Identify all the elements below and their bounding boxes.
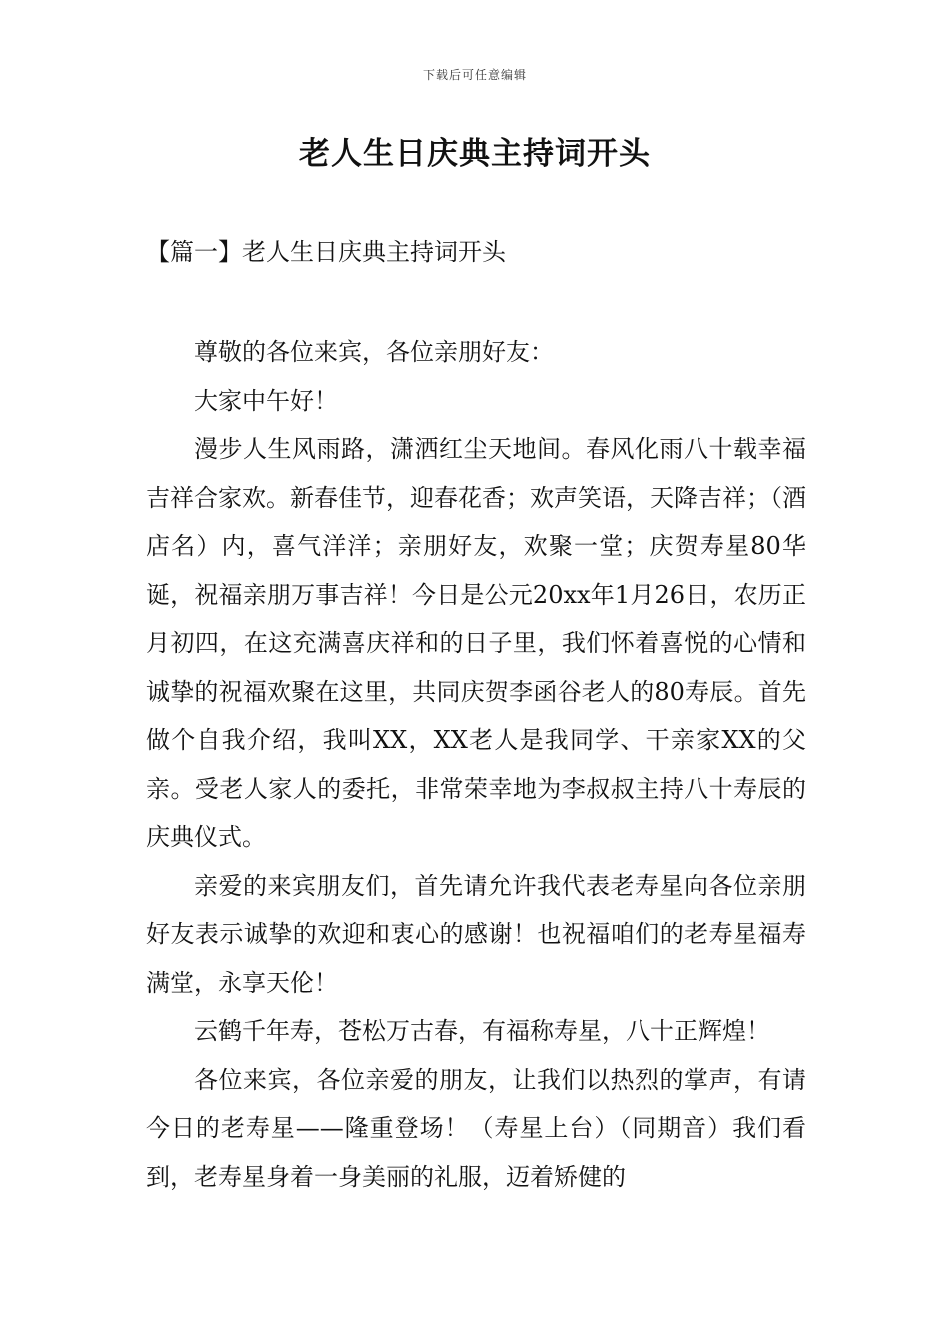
- paragraph-salutation: 大家中午好！: [194, 386, 338, 415]
- paragraph-thanks: 亲爱的来宾朋友们，首先请允许我代表老寿星向各位亲朋好友表示诚挚的欢迎和衷心的感谢！也祝福咱们的老寿星福寿满堂，永享天伦！: [146, 871, 806, 997]
- section-heading: 【篇一】老人生日庆典主持词开头: [146, 238, 506, 266]
- header-note: 下载后可任意编辑: [422, 68, 527, 82]
- document-body: [146, 328, 806, 1201]
- paragraph-couplet: 云鹤千年寿，苍松万古春，有福称寿星，八十正辉煌！: [194, 1017, 770, 1045]
- paragraph-introduction: 各位来宾，各位亲爱的朋友，让我们以热烈的掌声，有请今日的老寿星——隆重登场！（寿星上台）（同期音）我们看到，老寿星身着一身美丽的礼服，迈着矫健的: [146, 1065, 806, 1191]
- paragraph-opening: 漫步人生风雨路，潇洒红尘天地间。春风化雨八十载幸福吉祥合家欢。新春佳节，迎春花香；欢声笑语，天降吉祥；（酒店名）内，喜气洋洋；亲朋好友，欢聚一堂；庆贺寿星80华诞，祝福亲朋万事吉祥！今日是公元20xx年1月26日，农历正月初四，在这充满喜庆祥和的日子里，我们怀着喜悦的心情和诚挚的祝福欢聚在这里，共同庆贺李函谷老人的80寿辰。首先做个自我介绍，我叫XX，XX老人是我同学、干亲家XX的父亲。受老人家人的委托，非常荣幸地为李叔叔主持八十寿辰的庆典仪式。: [146, 435, 806, 851]
- paragraph-greeting: 尊敬的各位来宾，各位亲朋好友：: [194, 338, 554, 366]
- document-title: 老人生日庆典主持词开头: [299, 136, 651, 172]
